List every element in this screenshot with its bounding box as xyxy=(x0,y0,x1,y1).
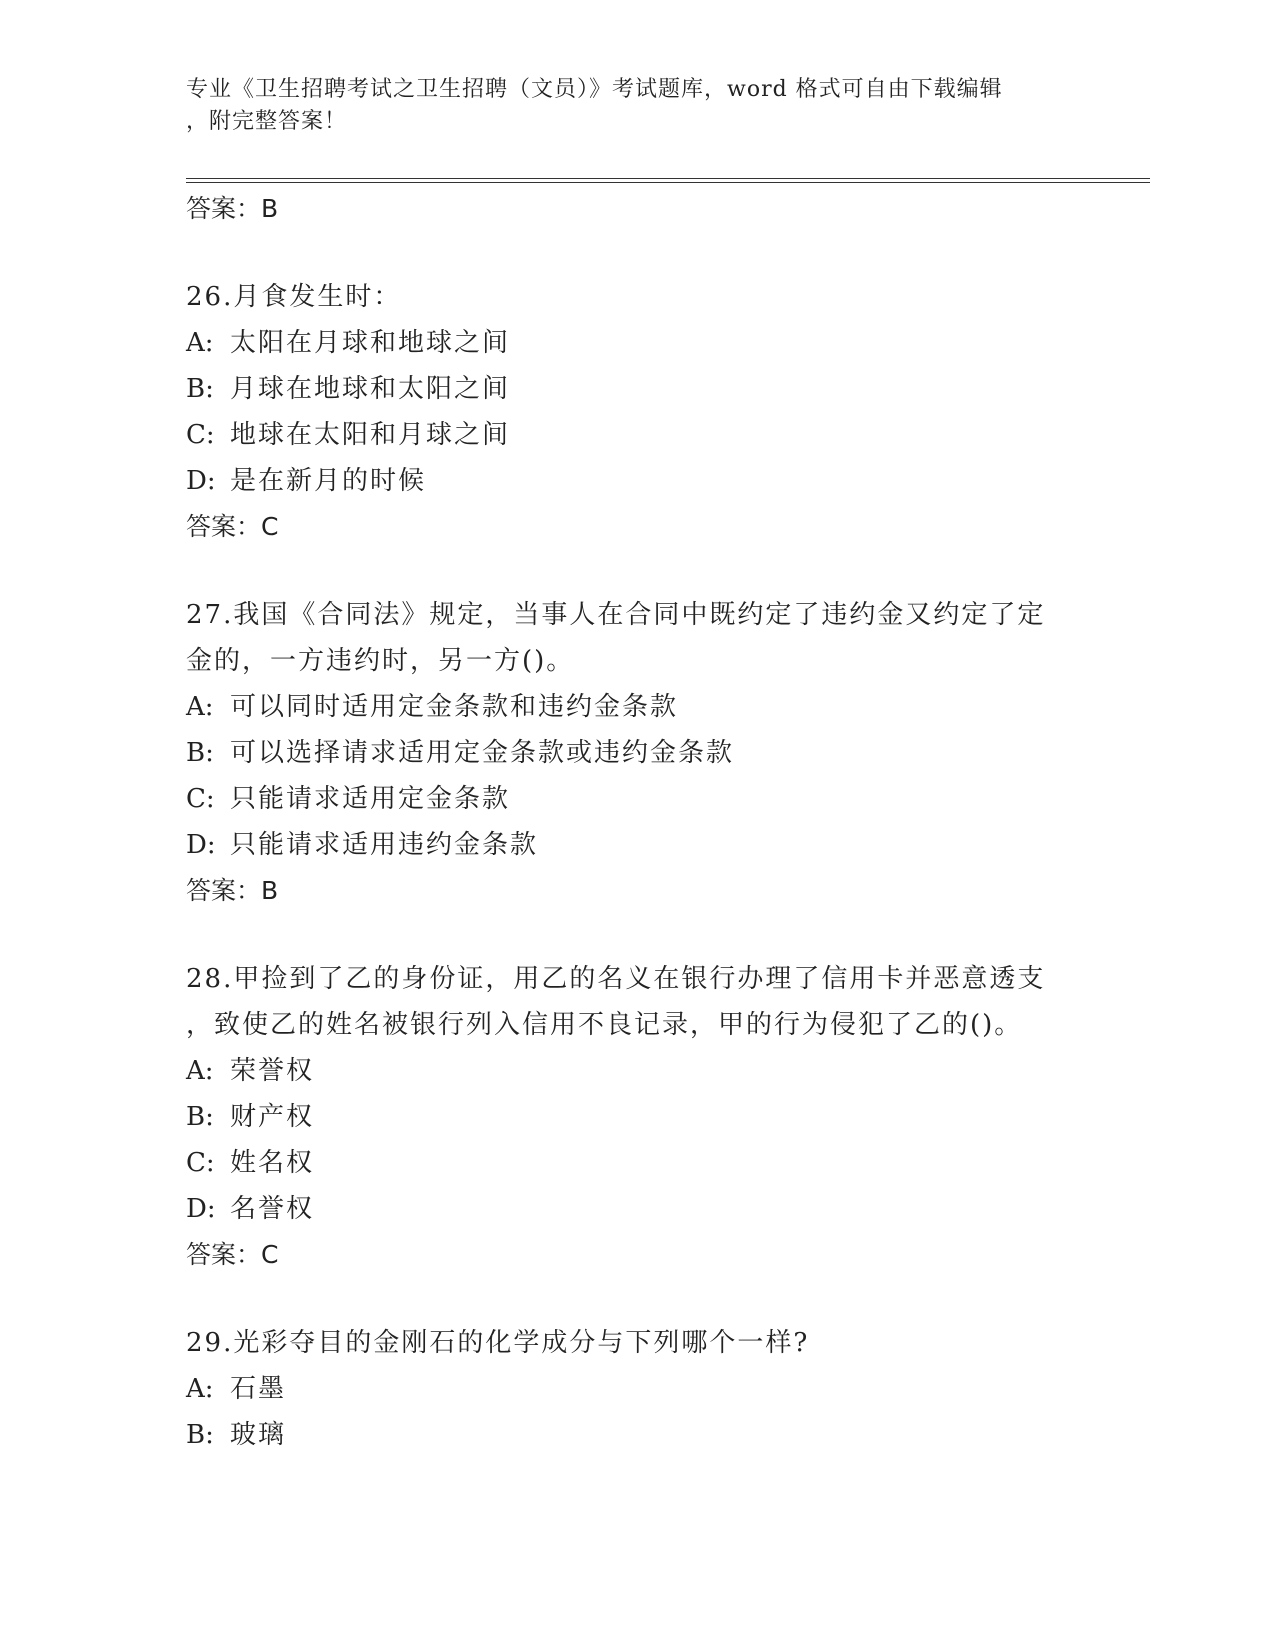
question-stem: 29.光彩夺目的金刚石的化学成分与下列哪个一样? xyxy=(186,1328,810,1358)
previous-answer: 答案：B xyxy=(186,194,279,223)
option-letter: A: xyxy=(186,1374,214,1404)
document-header xyxy=(186,74,1066,138)
option-d xyxy=(186,822,1086,868)
option-text: 只能请求适用定金条款 xyxy=(230,784,511,814)
option-text: 玻璃 xyxy=(230,1420,287,1450)
option-letter: C: xyxy=(186,1148,215,1178)
question-list xyxy=(186,186,1086,1500)
option-text: 只能请求适用违约金条款 xyxy=(230,830,539,860)
question-stem-line-1: 27.我国《合同法》规定，当事人在合同中既约定了违约金又约定了定 xyxy=(186,600,1046,630)
option-text: 财产权 xyxy=(230,1102,315,1132)
answer-line: 答案：B xyxy=(186,876,279,905)
header-line-2: ，附完整答案！ xyxy=(186,109,348,134)
option-text: 石墨 xyxy=(230,1374,287,1404)
option-d xyxy=(186,1186,1086,1232)
option-d xyxy=(186,458,1086,504)
option-letter: B: xyxy=(186,1102,214,1132)
option-a xyxy=(186,1366,1086,1412)
header-rule-bottom xyxy=(186,182,1150,183)
header-rule-top xyxy=(186,178,1150,179)
option-text: 可以选择请求适用定金条款或违约金条款 xyxy=(230,738,735,768)
option-letter: B: xyxy=(186,1420,214,1450)
answer-line: 答案：C xyxy=(186,512,279,541)
option-c xyxy=(186,776,1086,822)
option-letter: D: xyxy=(186,830,216,860)
question-stem-line-1: 28.甲捡到了乙的身份证，用乙的名义在银行办理了信用卡并恶意透支 xyxy=(186,964,1046,994)
answer-line: 答案：C xyxy=(186,1240,279,1269)
option-a xyxy=(186,320,1086,366)
option-text: 太阳在月球和地球之间 xyxy=(230,328,511,358)
option-letter: B: xyxy=(186,374,214,404)
question-26 xyxy=(186,274,1086,550)
option-text: 荣誉权 xyxy=(230,1056,315,1086)
option-text: 月球在地球和太阳之间 xyxy=(230,374,511,404)
question-29 xyxy=(186,1320,1086,1458)
option-text: 姓名权 xyxy=(230,1148,315,1178)
question-stem-line-2: ，致使乙的姓名被银行列入信用不良记录，甲的行为侵犯了乙的()。 xyxy=(186,1010,1023,1040)
option-c xyxy=(186,412,1086,458)
option-a xyxy=(186,684,1086,730)
option-letter: B: xyxy=(186,738,214,768)
option-letter: A: xyxy=(186,1056,214,1086)
option-letter: A: xyxy=(186,692,214,722)
option-text: 是在新月的时候 xyxy=(230,466,427,496)
option-c xyxy=(186,1140,1086,1186)
option-b xyxy=(186,366,1086,412)
question-stem-line-2: 金的，一方违约时，另一方()。 xyxy=(186,646,575,676)
option-letter: D: xyxy=(186,1194,216,1224)
option-letter: C: xyxy=(186,784,215,814)
option-a xyxy=(186,1048,1086,1094)
option-text: 可以同时适用定金条款和违约金条款 xyxy=(230,692,679,722)
question-27 xyxy=(186,592,1086,914)
question-28 xyxy=(186,956,1086,1278)
header-line-1: 专业《卫生招聘考试之卫生招聘（文员）》考试题库，word 格式可自由下载编辑 xyxy=(186,77,1003,102)
option-b xyxy=(186,1094,1086,1140)
option-letter: D: xyxy=(186,466,216,496)
option-b xyxy=(186,1412,1086,1458)
option-letter: C: xyxy=(186,420,215,450)
option-letter: A: xyxy=(186,328,214,358)
question-stem: 26.月食发生时： xyxy=(186,282,402,312)
option-b xyxy=(186,730,1086,776)
option-text: 地球在太阳和月球之间 xyxy=(230,420,511,450)
option-text: 名誉权 xyxy=(230,1194,315,1224)
